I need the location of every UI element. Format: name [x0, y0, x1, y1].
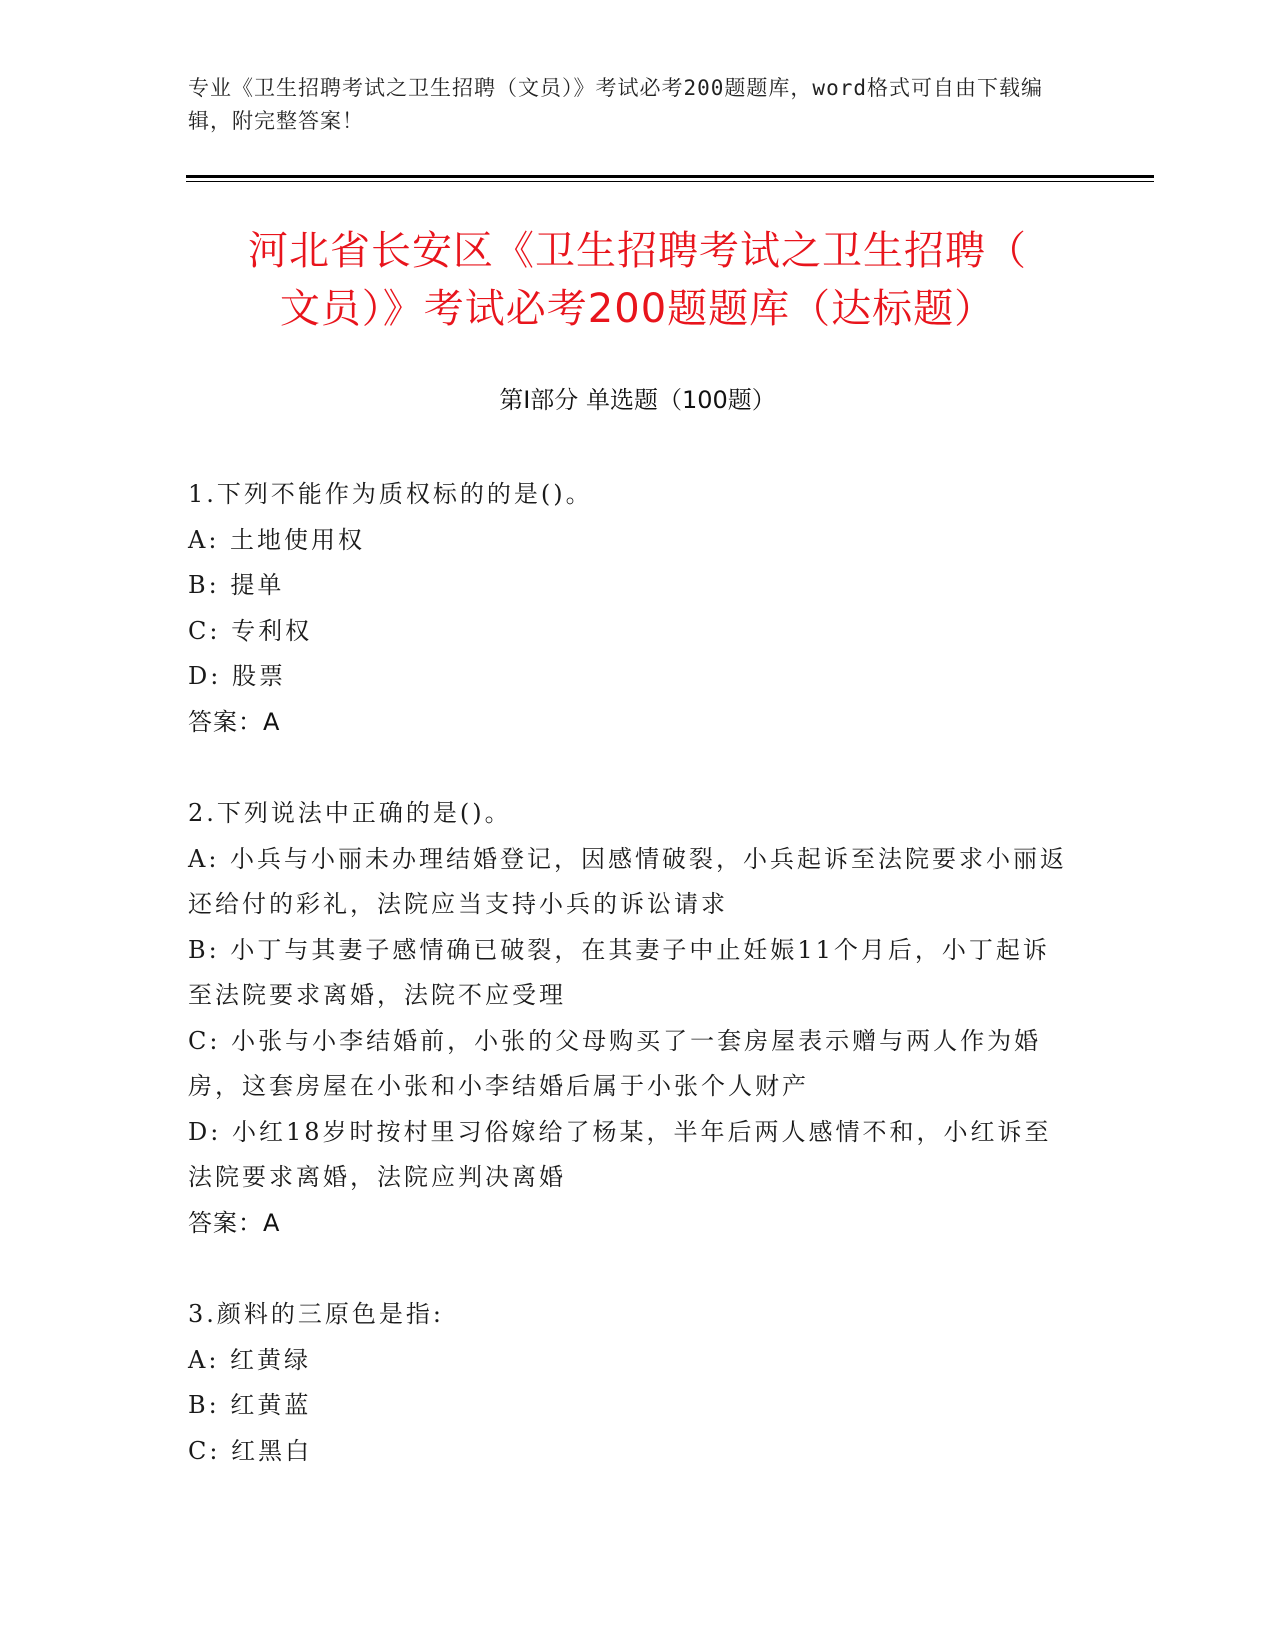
question-1 — [188, 472, 1068, 745]
question-option-d: D: 股票 — [188, 662, 286, 690]
section-heading: 第Ⅰ部分 单选题（100题） — [499, 386, 776, 414]
question-option-a: A: 小兵与小丽未办理结婚登记，因感情破裂，小兵起诉至法院要求小丽返还给付的彩礼，法院应当支持小兵的诉讼请求 — [188, 844, 1068, 918]
question-stem: 1.下列不能作为质权标的的是()。 — [188, 480, 593, 508]
question-stem: 3.颜料的三原色是指: — [188, 1300, 444, 1328]
question-answer: 答案：A — [188, 707, 281, 736]
document-title — [170, 222, 1105, 338]
question-option-c: C: 专利权 — [188, 616, 313, 645]
question-2 — [188, 791, 1068, 1246]
question-3 — [188, 1292, 1068, 1474]
question-option-b: B: 小丁与其妻子感情确已破裂，在其妻子中止妊娠11个月后，小丁起诉至法院要求离婚，法院不应受理 — [188, 935, 1050, 1009]
question-stem: 2.下列说法中正确的是()。 — [188, 799, 512, 827]
question-option-d: D: 小红18岁时按村里习俗嫁给了杨某，半年后两人感情不和，小红诉至法院要求离婚，法院应判决离婚 — [188, 1117, 1052, 1191]
header-rule-thin — [186, 181, 1154, 182]
question-option-c: C: 小张与小李结婚前，小张的父母购买了一套房屋表示赠与两人作为婚房，这套房屋在小张和小李结婚后属于小张个人财产 — [188, 1026, 1042, 1100]
header-rule-thick — [186, 175, 1154, 178]
document-title-line-2: 文员）》考试必考200题题库（达标题） — [279, 286, 996, 332]
header-note: 专业《卫生招聘考试之卫生招聘（文员）》考试必考200题题库，word格式可自由下载编辑，附完整答案！ — [188, 76, 1043, 133]
question-option-b: B: 提单 — [188, 571, 285, 599]
question-option-c: C: 红黑白 — [188, 1436, 313, 1465]
question-answer: 答案：A — [188, 1208, 281, 1237]
question-option-a: A: 土地使用权 — [188, 525, 366, 554]
question-list — [188, 472, 1068, 1520]
question-option-a: A: 红黄绿 — [188, 1345, 312, 1374]
question-option-b: B: 红黄蓝 — [188, 1391, 312, 1419]
document-title-line-1: 河北省长安区《卫生招聘考试之卫生招聘（ — [248, 228, 1027, 274]
